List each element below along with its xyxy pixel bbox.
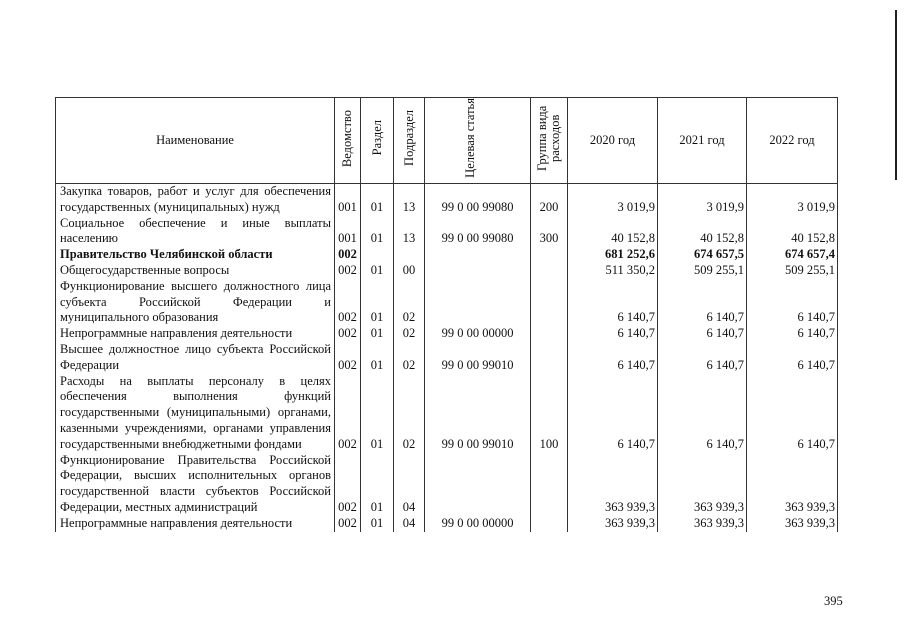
row-name: Расходы на выплаты персоналу в целях обеспечения выполнения функций государственными (муниципальными) органами, казенными учреждениями, органами управления государственными внебюджетными фондами	[56, 374, 335, 453]
header-podrazdel: Подраздел	[394, 98, 425, 184]
row-vedomstvo: 001	[335, 184, 361, 216]
row-value-2020: 363 939,3	[568, 516, 658, 532]
row-razdel: 01	[361, 216, 394, 248]
row-name: Социальное обеспечение и иные выплаты населению	[56, 216, 335, 248]
page-edge-line	[895, 10, 897, 180]
row-vedomstvo: 001	[335, 216, 361, 248]
row-vedomstvo: 002	[335, 247, 361, 263]
row-celevaya-statya: 99 0 00 00000	[425, 516, 531, 532]
row-razdel: 01	[361, 184, 394, 216]
row-gruppa	[531, 247, 568, 263]
row-celevaya-statya: 99 0 00 99080	[425, 216, 531, 248]
row-celevaya-statya	[425, 247, 531, 263]
row-gruppa: 100	[531, 374, 568, 453]
row-name: Правительство Челябинской области	[56, 247, 335, 263]
row-value-2021: 3 019,9	[658, 184, 747, 216]
row-gruppa	[531, 326, 568, 342]
row-value-2020: 6 140,7	[568, 374, 658, 453]
row-vedomstvo: 002	[335, 374, 361, 453]
row-value-2020: 363 939,3	[568, 453, 658, 516]
row-value-2022: 6 140,7	[747, 374, 838, 453]
budget-table	[55, 97, 838, 532]
row-value-2022: 674 657,4	[747, 247, 838, 263]
row-razdel	[361, 247, 394, 263]
row-gruppa	[531, 263, 568, 279]
row-value-2022: 3 019,9	[747, 184, 838, 216]
row-name: Общегосударственные вопросы	[56, 263, 335, 279]
row-gruppa	[531, 279, 568, 326]
row-razdel: 01	[361, 326, 394, 342]
table-row	[56, 326, 838, 342]
table-row	[56, 263, 838, 279]
row-vedomstvo: 002	[335, 342, 361, 374]
row-razdel: 01	[361, 374, 394, 453]
row-value-2022: 6 140,7	[747, 326, 838, 342]
table-row	[56, 247, 838, 263]
row-vedomstvo: 002	[335, 279, 361, 326]
table-row	[56, 453, 838, 516]
table-row	[56, 184, 838, 216]
row-value-2022: 509 255,1	[747, 263, 838, 279]
header-razdel: Раздел	[361, 98, 394, 184]
header-2021: 2021 год	[658, 98, 747, 184]
row-gruppa: 200	[531, 184, 568, 216]
row-gruppa	[531, 342, 568, 374]
row-value-2021: 6 140,7	[658, 374, 747, 453]
row-value-2022: 363 939,3	[747, 516, 838, 532]
row-name: Закупка товаров, работ и услуг для обеспечения государственных (муниципальных) нужд	[56, 184, 335, 216]
row-podrazdel: 02	[394, 326, 425, 342]
row-value-2021: 6 140,7	[658, 342, 747, 374]
row-podrazdel: 00	[394, 263, 425, 279]
row-celevaya-statya: 99 0 00 99080	[425, 184, 531, 216]
row-podrazdel: 02	[394, 342, 425, 374]
row-razdel: 01	[361, 516, 394, 532]
row-value-2022: 6 140,7	[747, 279, 838, 326]
row-gruppa: 300	[531, 216, 568, 248]
row-name: Непрограммные направления деятельности	[56, 516, 335, 532]
row-name: Высшее должностное лицо субъекта Российской Федерации	[56, 342, 335, 374]
row-podrazdel: 04	[394, 516, 425, 532]
row-gruppa	[531, 516, 568, 532]
table-row	[56, 279, 838, 326]
row-value-2021: 40 152,8	[658, 216, 747, 248]
header-gruppa-vida-raskhodov: Группа вида расходов	[531, 98, 568, 184]
row-celevaya-statya: 99 0 00 00000	[425, 326, 531, 342]
row-podrazdel	[394, 247, 425, 263]
row-value-2020: 3 019,9	[568, 184, 658, 216]
row-podrazdel: 02	[394, 374, 425, 453]
row-value-2022: 363 939,3	[747, 453, 838, 516]
table-row	[56, 216, 838, 248]
row-value-2020: 6 140,7	[568, 342, 658, 374]
row-vedomstvo: 002	[335, 516, 361, 532]
row-podrazdel: 13	[394, 184, 425, 216]
row-value-2022: 40 152,8	[747, 216, 838, 248]
table-row	[56, 374, 838, 453]
row-name: Функционирование Правительства Российской Федерации, высших исполнительных органов государственной власти субъектов Российской Федерации, местных администраций	[56, 453, 335, 516]
row-value-2020: 681 252,6	[568, 247, 658, 263]
row-razdel: 01	[361, 263, 394, 279]
row-podrazdel: 13	[394, 216, 425, 248]
row-podrazdel: 04	[394, 453, 425, 516]
row-name: Функционирование высшего должностного лица субъекта Российской Федерации и муниципального образования	[56, 279, 335, 326]
row-celevaya-statya	[425, 263, 531, 279]
row-podrazdel: 02	[394, 279, 425, 326]
row-razdel: 01	[361, 279, 394, 326]
row-value-2021: 363 939,3	[658, 453, 747, 516]
table-row	[56, 516, 838, 532]
row-celevaya-statya	[425, 279, 531, 326]
row-value-2021: 6 140,7	[658, 279, 747, 326]
row-gruppa	[531, 453, 568, 516]
header-2022: 2022 год	[747, 98, 838, 184]
page-number: 395	[824, 594, 843, 608]
row-value-2022: 6 140,7	[747, 342, 838, 374]
header-celevaya-statya: Целевая статья	[425, 98, 531, 184]
row-vedomstvo: 002	[335, 453, 361, 516]
row-value-2020: 6 140,7	[568, 279, 658, 326]
header-vedomstvo: Ведомство	[335, 98, 361, 184]
row-value-2021: 6 140,7	[658, 326, 747, 342]
row-razdel: 01	[361, 342, 394, 374]
row-celevaya-statya	[425, 453, 531, 516]
header-name: Наименование	[56, 98, 335, 184]
row-value-2021: 674 657,5	[658, 247, 747, 263]
row-value-2020: 40 152,8	[568, 216, 658, 248]
table-header-row	[56, 98, 838, 184]
row-value-2021: 509 255,1	[658, 263, 747, 279]
table-row	[56, 342, 838, 374]
row-value-2020: 511 350,2	[568, 263, 658, 279]
row-value-2021: 363 939,3	[658, 516, 747, 532]
row-celevaya-statya: 99 0 00 99010	[425, 374, 531, 453]
row-vedomstvo: 002	[335, 326, 361, 342]
row-razdel: 01	[361, 453, 394, 516]
header-2020: 2020 год	[568, 98, 658, 184]
row-name: Непрограммные направления деятельности	[56, 326, 335, 342]
row-vedomstvo: 002	[335, 263, 361, 279]
row-value-2020: 6 140,7	[568, 326, 658, 342]
row-celevaya-statya: 99 0 00 99010	[425, 342, 531, 374]
